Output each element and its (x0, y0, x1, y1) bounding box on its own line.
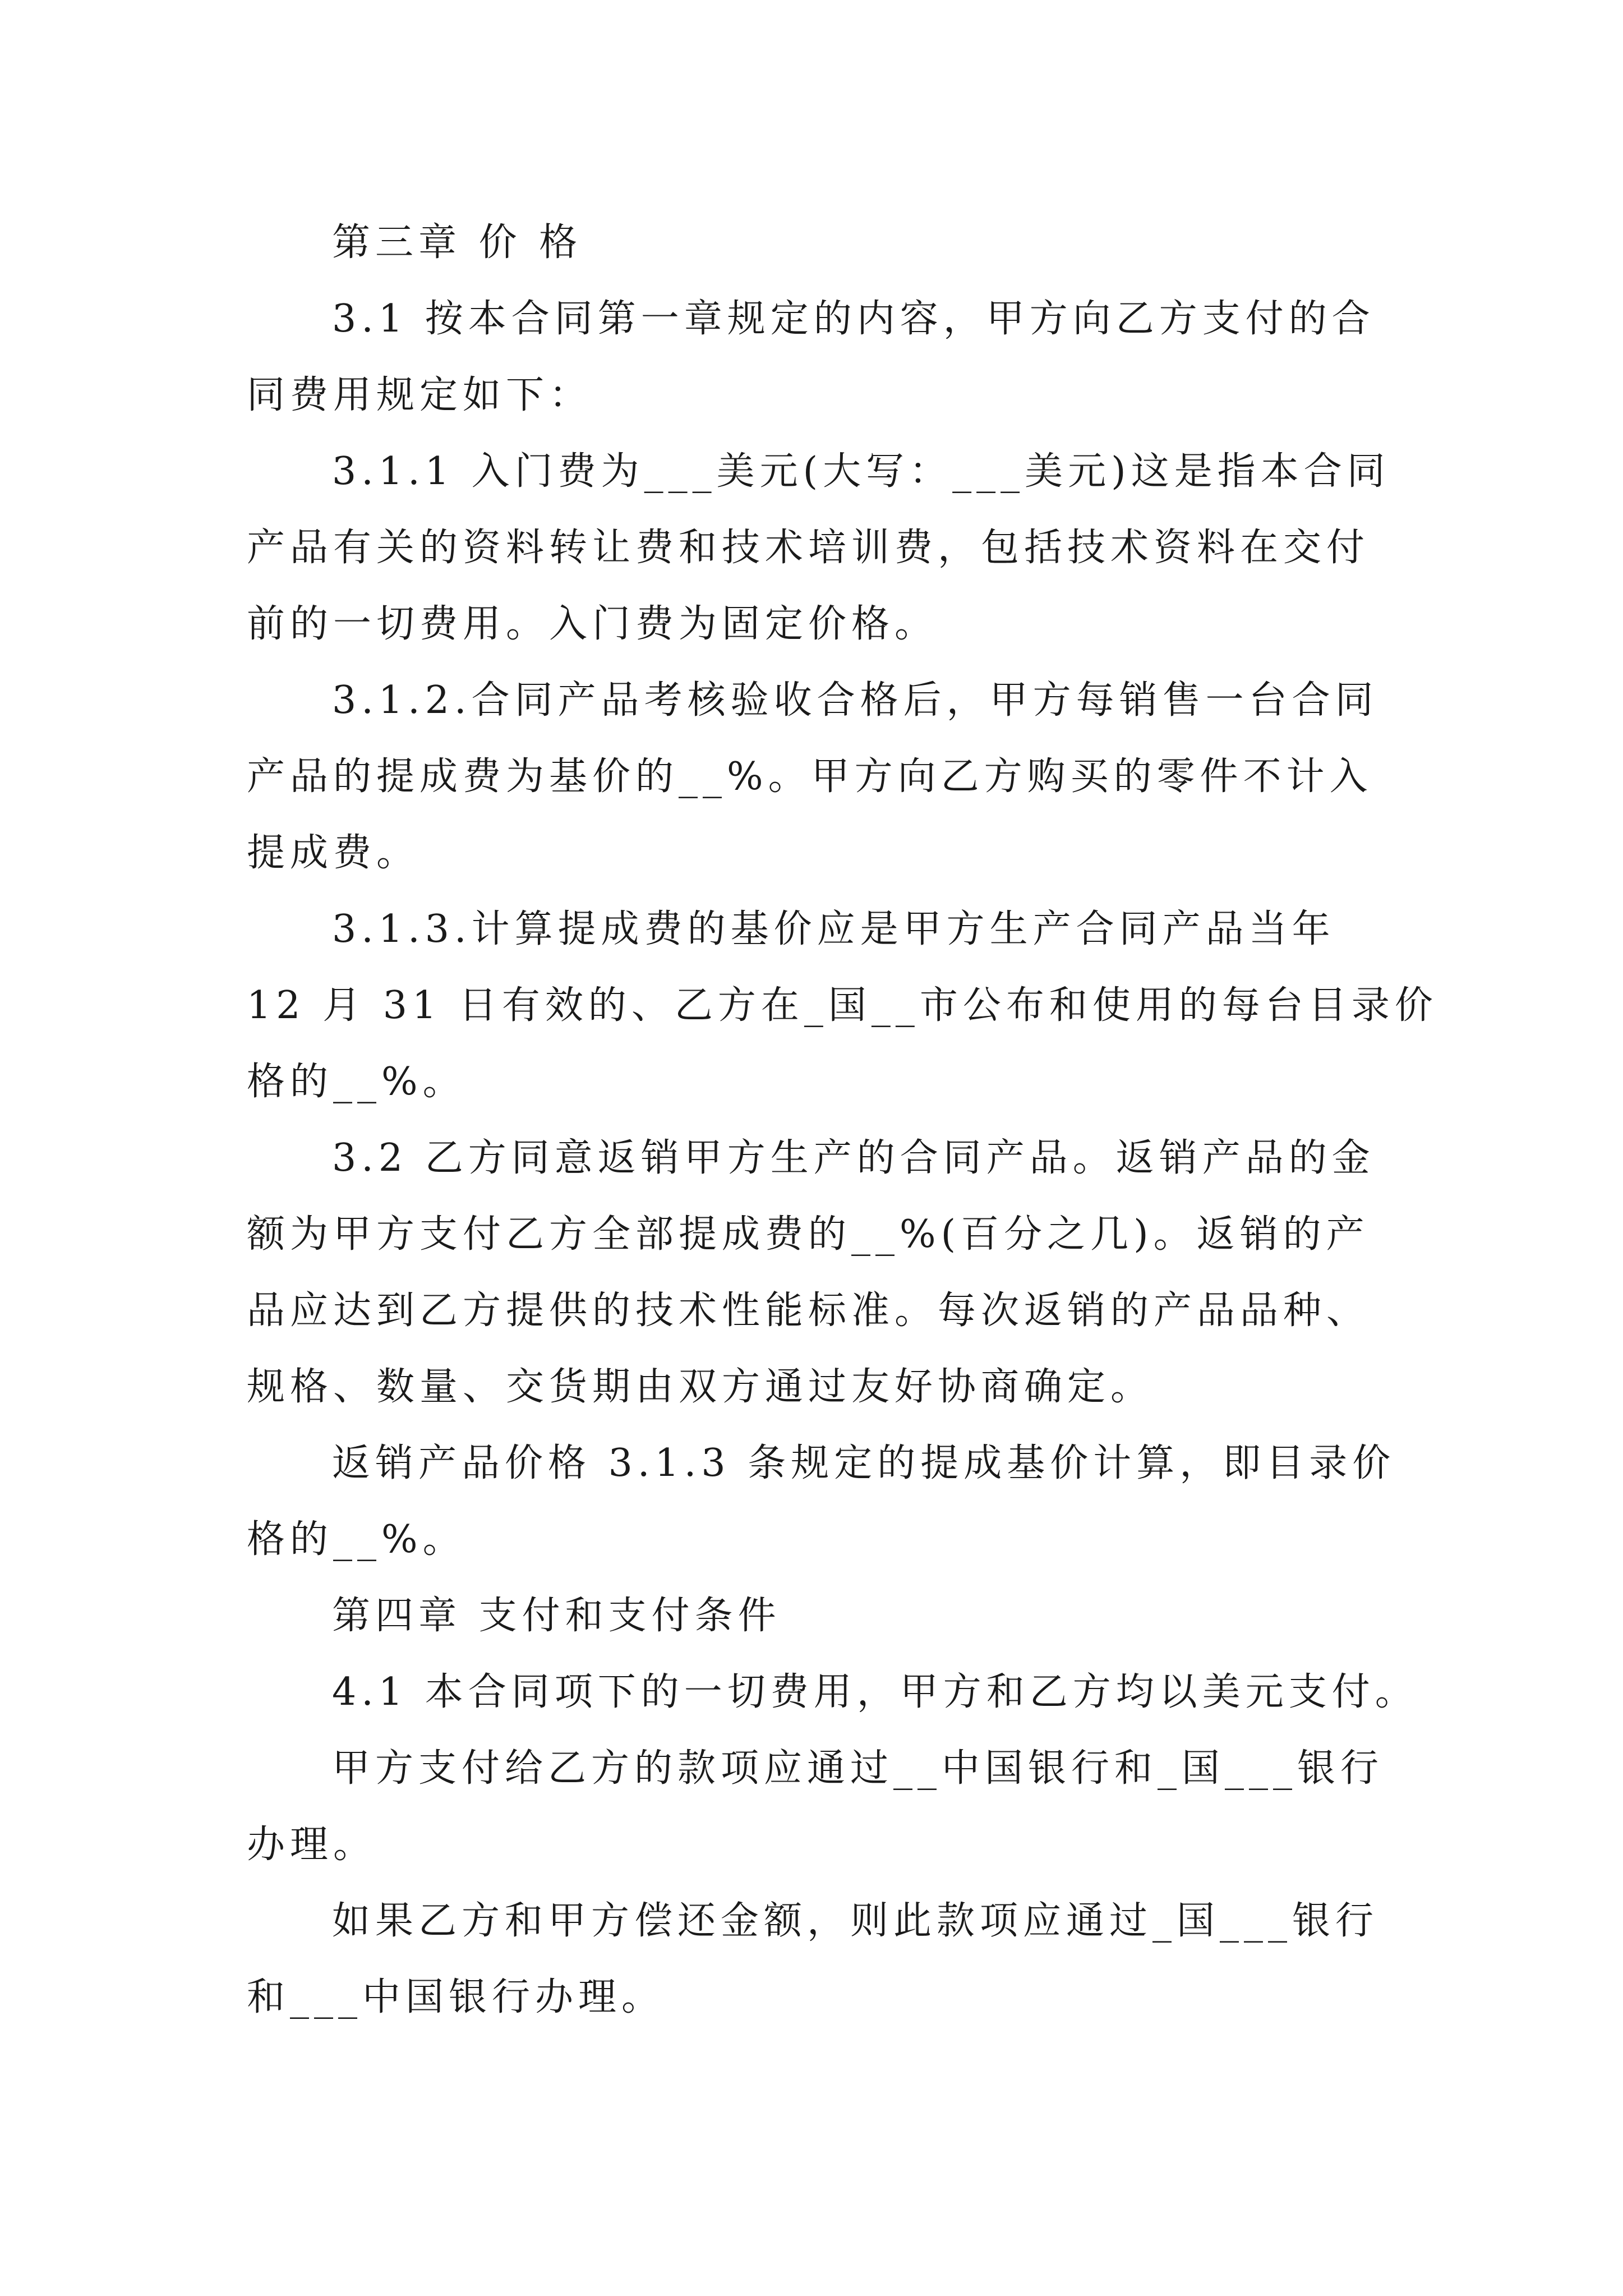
clause-3-2-line-2: 额为甲方支付乙方全部提成费的__%(百分之几)。返销的产 (247, 1212, 1370, 1257)
clause-3-2-line-4: 规格、数量、交货期由双方通过友好协商确定。 (247, 1365, 1154, 1409)
document-body (247, 205, 1438, 2036)
clause-4-1-line-1: 4.1 本合同项下的一切费用，甲方和乙方均以美元支付。 (332, 1670, 1418, 1714)
clause-3-1-2-line-3: 提成费。 (247, 831, 420, 875)
clause-3-1-3-line-2: 12 月 31 日有效的、乙方在_国__市公布和使用的每台目录价 (247, 983, 1438, 1028)
clause-3-1-line-1: 3.1 按本合同第一章规定的内容，甲方向乙方支付的合 (332, 297, 1375, 341)
clause-3-2-line-1: 3.2 乙方同意返销甲方生产的合同产品。返销产品的金 (332, 1136, 1375, 1180)
chapter-4-heading: 第四章 支付和支付条件 (332, 1594, 781, 1638)
chapter-3-heading: 第三章 价 格 (332, 220, 583, 265)
clause-3-1-3-line-3: 格的__%。 (247, 1060, 466, 1104)
clause-3-1-1-line-2: 产品有关的资料转让费和技术培训费，包括技术资料在交付 (247, 526, 1370, 570)
repayment-bank-line-1: 如果乙方和甲方偿还金额，则此款项应通过_国___银行 (332, 1899, 1379, 1943)
clause-3-1-line-2: 同费用规定如下： (247, 373, 593, 417)
clause-3-1-1-line-3: 前的一切费用。入门费为固定价格。 (247, 602, 938, 646)
clause-3-1-1-line-1: 3.1.1 入门费为___美元(大写：___美元)这是指本合同 (332, 449, 1390, 494)
repayment-bank-line-2: 和___中国银行办理。 (247, 1975, 665, 2019)
payment-bank-line-2: 办理。 (247, 1823, 377, 1867)
clause-3-1-2-line-1: 3.1.2.合同产品考核验收合格后，甲方每销售一台合同 (332, 678, 1378, 723)
buyback-price-line-1: 返销产品价格 3.1.3 条规定的提成基价计算，即目录价 (332, 1441, 1396, 1485)
clause-3-1-3-line-1: 3.1.3.计算提成费的基价应是甲方生产合同产品当年 (332, 907, 1335, 951)
clause-3-1-2-line-2: 产品的提成费为基价的__%。甲方向乙方购买的零件不计入 (247, 754, 1373, 799)
clause-3-2-line-3: 品应达到乙方提供的技术性能标准。每次返销的产品品种、 (247, 1289, 1370, 1333)
buyback-price-line-2: 格的__%。 (247, 1517, 466, 1562)
payment-bank-line-1: 甲方支付给乙方的款项应通过__中国银行和_国___银行 (332, 1746, 1384, 1791)
